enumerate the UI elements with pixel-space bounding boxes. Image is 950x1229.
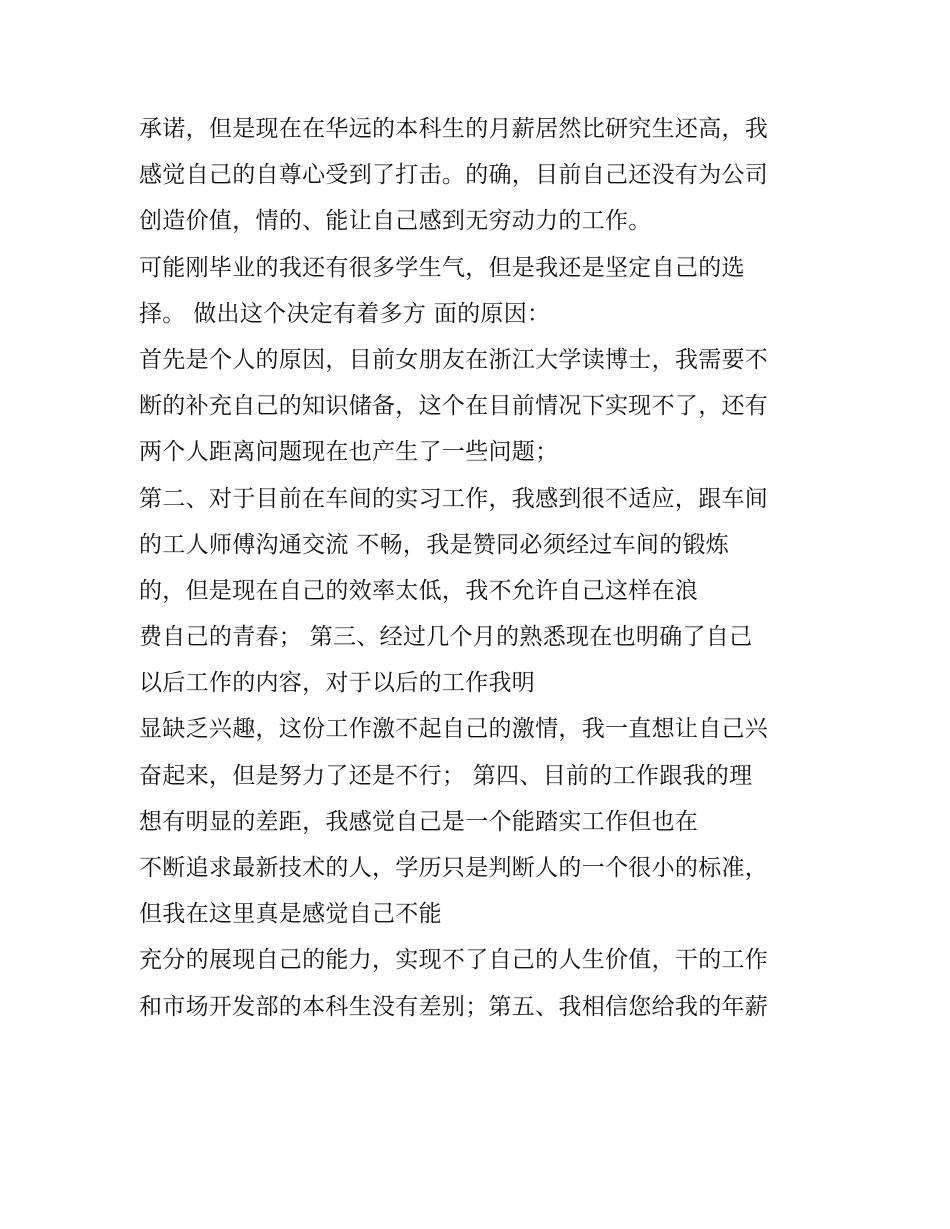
text-line: 但我在这里真是感觉自己不能 [139, 901, 442, 928]
text-line: 和市场开发部的本科生没有差别；第五、我相信您给我的年薪 [139, 993, 769, 1020]
text-line: 可能刚毕业的我还有很多学生气，但是我还是坚定自己的选 [139, 254, 745, 281]
body-text [139, 106, 829, 1030]
text-line: 显缺乏兴趣，这份工作激不起自己的激情，我一直想让自己兴 [139, 716, 769, 743]
text-line: 断的补充自己的知识储备，这个在目前情况下实现不了，还有 [139, 393, 769, 420]
text-line: 不断追求最新技术的人，学历只是判断人的一个很小的标准， [139, 855, 769, 881]
text-line: 以后工作的内容，对于以后的工作我明 [139, 670, 536, 697]
text-line: 费自己的青春； 第三、经过几个月的熟悉现在也明确了自己 [139, 624, 753, 651]
text-line: 择。 做出这个决定有着多方 面的原因： [139, 300, 551, 327]
text-line: 想有明显的差距，我感觉自己是一个能踏实工作但也在 [139, 808, 699, 835]
text-line: 的工人师傅沟通交流 不畅，我是赞同必须经过车间的锻炼 [139, 531, 730, 558]
text-line: 首先是个人的原因，目前女朋友在浙江大学读博士，我需要不 [139, 346, 769, 373]
text-line: 奋起来，但是努力了还是不行； 第四、目前的工作跟我的理 [139, 762, 753, 789]
text-line: 第二、对于目前在车间的实习工作，我感到很不适应，跟车间 [139, 485, 769, 512]
text-line: 创造价值，情的、能让自己感到无穷动力的工作。 [139, 208, 652, 235]
text-line: 感觉自己的自尊心受到了打击。的确，目前自己还没有为公司 [139, 162, 769, 189]
text-line: 充分的展现自己的能力，实现不了自己的人生价值，干的工作 [139, 947, 769, 974]
text-line: 两个人距离问题现在也产生了一些问题； [139, 439, 559, 466]
text-line: 承诺，但是现在在华远的本科生的月薪居然比研究生还高，我 [139, 116, 769, 142]
text-line: 的，但是现在自己的效率太低，我不允许自己这样在浪 [139, 577, 699, 604]
